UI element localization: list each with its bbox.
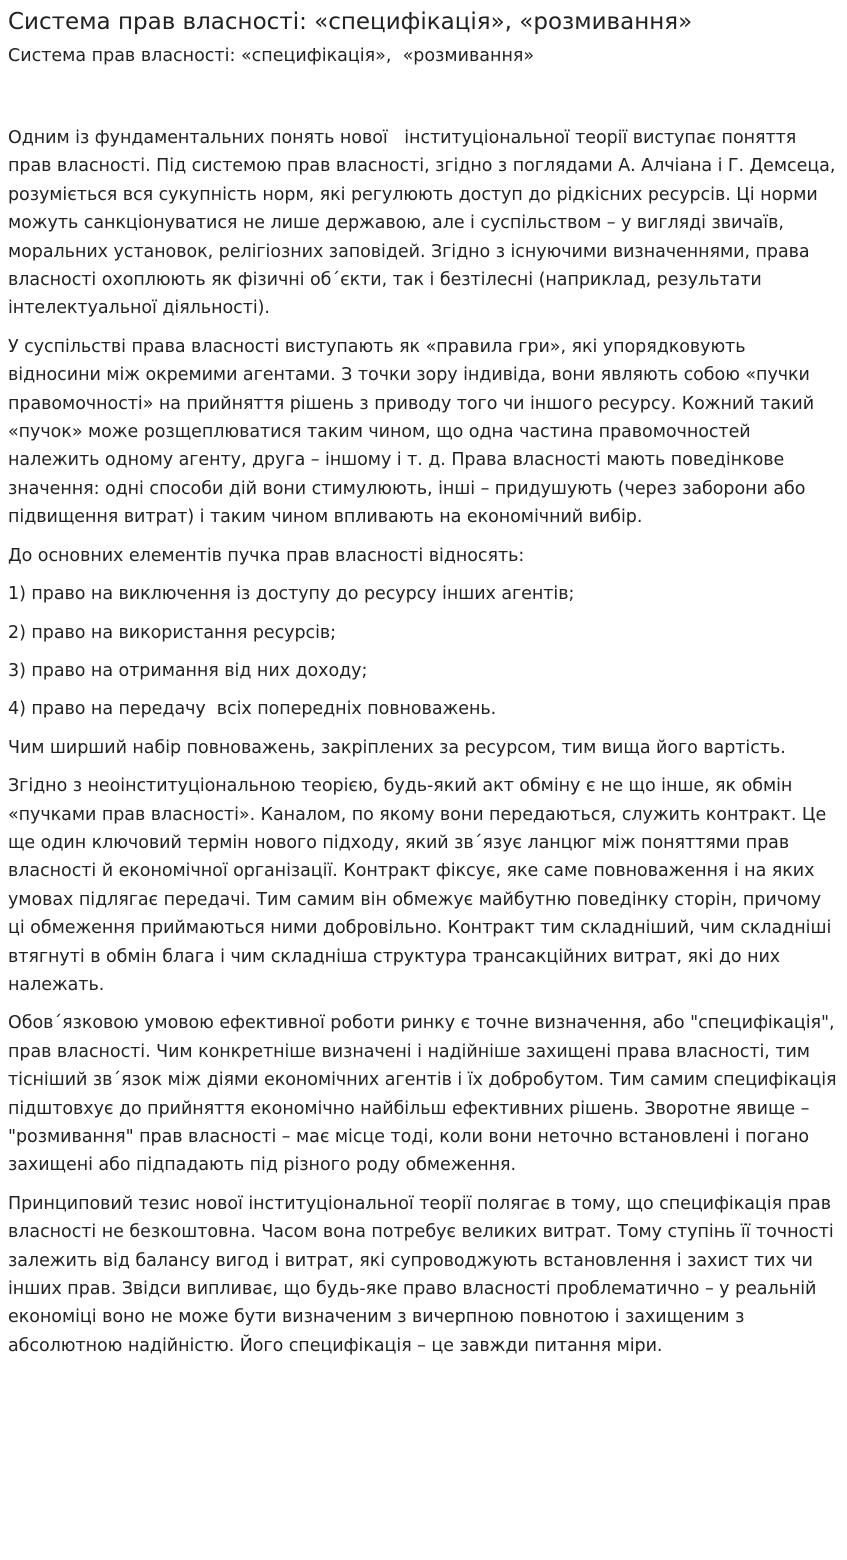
paragraph-intro: Одним із фундаментальних понять нової інституціональної теорії виступає поняття прав власності. Під системою прав власності, згідно з поглядами А. Алчіана і Г. Демсеца, розуміється вся сукупність норм, які регулюють доступ до рідкісних ресурсів. Ці норми можуть санкціонуватися не лише державою, але і суспільством – у вигляді звичаїв, моральних установок, релігіозних заповідей. Згідно з існуючими визначеннями, права власності охоплюють як фізичні об΄єкти, так і безтілесні (наприклад, результати інтелектуальної діяльності).	[8, 128, 841, 319]
document-page	[8, 0, 843, 1370]
list-item-right-income: 3) право на отримання від них доходу;	[8, 660, 368, 681]
paragraph-value: Чим ширший набір повноважень, закріплених за ресурсом, тим вища його вартість.	[8, 737, 786, 758]
paragraph-specification: Обов΄язковою умовою ефективної роботи ринку є точне визначення, або "специфікація", прав власності. Чим конкретніше визначені і надійніше захищені права власності, тим тісніший зв΄язок між діями економічних агентів і їх добробутом. Тим самим специфікація підштовхує до прийняття економічно найбільш ефективних рішень. Зворотне явище – "розмивання" прав власності – має місце тоді, коли вони неточно встановлені і погано захищені або підпадають під різного роду обмеження.	[8, 1013, 843, 1176]
paragraph-thesis: Принциповий тезис нової інституціональної теорії полягає в тому, що специфікація прав власності не безкоштовна. Часом вона потребує великих витрат. Тому ступінь її точності залежить від балансу вигод і витрат, які супроводжують встановлення і захист тих чи інших прав. Звідси випливає, що будь-яке право власності проблематично – у реальній економіці воно не може бути визначеним з вичерпною повнотою і захищеним з абсолютною надійністю. Його специфікація – це завжди питання міри.	[8, 1193, 840, 1356]
paragraph-contract: Згідно з неоінституціональною теорією, будь-який акт обміну є не що інше, як обмін «пучками прав власності». Каналом, по якому вони передаються, служить контракт. Це ще один ключовий термін нового підходу, який зв΄язує ланцюг між поняттями прав власності й економічної організації. Контракт фіксує, яке саме повноваження і на яких умовах підлягає передачі. Тим самим він обмежує майбутню поведінку сторін, причому ці обмеження приймаються ними добровільно. Контракт тим складніший, чим складніші втягнуті в обмін блага і чим складніша структура трансакційних витрат, які до них належать.	[8, 776, 837, 995]
document-body	[8, 124, 843, 1360]
list-item-right-use: 2) право на використання ресурсів;	[8, 622, 337, 643]
paragraph-elements-heading: До основних елементів пучка прав власності відносять:	[8, 545, 525, 566]
page-title: Система прав власності: «специфікація», «розмивання»	[8, 9, 693, 35]
list-item-right-exclusion: 1) право на виключення із доступу до ресурсу інших агентів;	[8, 584, 575, 605]
page-subtitle: Система прав власності: «специфікація», «розмивання»	[8, 46, 535, 66]
list-item-right-transfer: 4) право на передачу всіх попередніх повноважень.	[8, 699, 497, 720]
paragraph-rules-of-game: У суспільстві права власності виступають як «правила гри», які упорядковують відносини між окремими агентами. З точки зору індивіда, вони являють собою «пучки правомочності» на прийняття рішень з приводу того чи іншого ресурсу. Кожний такий «пучок» може розщеплюватися таким чином, що одна частина правомочностей належить одному агенту, друга – іншому і т. д. Права власності мають поведінкове значення: одні способи дій вони стимулюють, інші – придушують (через заборони або підвищення витрат) і таким чином впливають на економічний вибір.	[8, 336, 820, 528]
